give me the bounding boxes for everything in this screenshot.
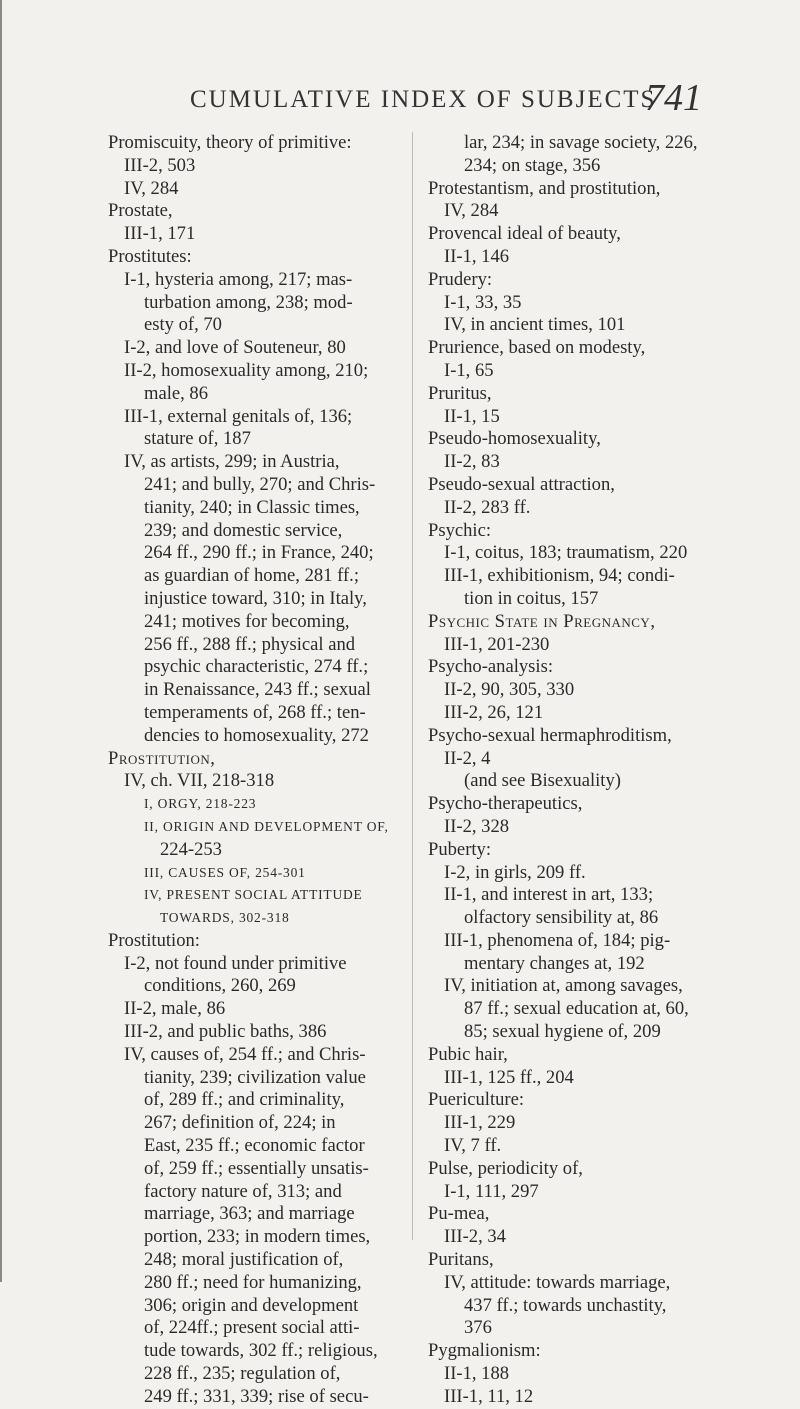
index-entry: of, 289 ff.; and criminality, bbox=[144, 1089, 345, 1111]
index-entry: III-1, 171 bbox=[124, 223, 196, 245]
page-header bbox=[160, 78, 720, 122]
index-entry: III-1, external genitals of, 136; bbox=[124, 405, 353, 427]
index-entry: IV, 284 bbox=[124, 177, 179, 199]
index-entry: I-2, and love of Souteneur, 80 bbox=[124, 337, 346, 359]
index-entry: tianity, 239; civilization value bbox=[144, 1066, 366, 1088]
index-entry: of, 259 ff.; essentially unsatis- bbox=[144, 1157, 369, 1179]
index-entry: III, CAUSES OF, 254-301 bbox=[144, 864, 306, 880]
index-entry: II-2, 328 bbox=[444, 815, 510, 837]
index-heading: Psychic State in Pregnancy, bbox=[428, 610, 656, 632]
index-entry: I-1, hysteria among, 217; mas- bbox=[124, 268, 353, 290]
index-entry: East, 235 ff.; economic factor bbox=[144, 1135, 365, 1157]
index-entry: portion, 233; in modern times, bbox=[144, 1226, 371, 1248]
index-heading: Prostitutes: bbox=[108, 245, 192, 267]
index-entry: dencies to homosexuality, 272 bbox=[144, 724, 369, 746]
index-entry: olfactory sensibility at, 86 bbox=[464, 907, 659, 929]
index-column-right bbox=[428, 132, 724, 1409]
index-entry: IV, 284 bbox=[444, 200, 499, 222]
index-entry: marriage, 363; and marriage bbox=[144, 1203, 355, 1225]
running-head-title: CUMULATIVE INDEX OF SUBJECTS bbox=[190, 86, 657, 113]
index-entry: 256 ff., 288 ff.; physical and bbox=[144, 633, 356, 655]
index-entry: 241; motives for becoming, bbox=[144, 610, 350, 632]
index-heading: Pubic hair, bbox=[428, 1043, 508, 1065]
index-entry: 234; on stage, 356 bbox=[464, 154, 601, 176]
index-entry: tion in coitus, 157 bbox=[464, 587, 599, 609]
index-entry: II-2, homosexuality among, 210; bbox=[124, 359, 369, 381]
index-entry: III-1, 201-230 bbox=[444, 633, 550, 655]
index-heading: Pruritus, bbox=[428, 382, 492, 404]
index-heading: Prostate, bbox=[108, 200, 173, 222]
page-edge-shadow bbox=[0, 0, 2, 1282]
index-entry: as guardian of home, 281 ff.; bbox=[144, 565, 359, 587]
index-entry: IV, in ancient times, 101 bbox=[444, 314, 626, 336]
index-entry: I-1, 111, 297 bbox=[444, 1180, 539, 1202]
index-entry: II-2, 90, 305, 330 bbox=[444, 679, 575, 701]
index-heading: Pseudo-sexual attraction, bbox=[428, 473, 615, 495]
index-entry: II, ORIGIN AND DEVELOPMENT OF, bbox=[144, 818, 389, 834]
index-entry: 241; and bully, 270; and Chris- bbox=[144, 473, 376, 495]
index-entry: injustice toward, 310; in Italy, bbox=[144, 587, 367, 609]
index-entry: I-2, in girls, 209 ff. bbox=[444, 861, 586, 883]
index-entry: III-1, 11, 12 bbox=[444, 1385, 534, 1407]
index-heading: Psycho-sexual hermaphroditism, bbox=[428, 724, 672, 746]
index-entry: I-1, 65 bbox=[444, 359, 494, 381]
index-entry: stature of, 187 bbox=[144, 428, 251, 450]
index-entry: 306; origin and development bbox=[144, 1294, 359, 1316]
index-heading: Pygmalionism: bbox=[428, 1340, 541, 1362]
index-heading: Prostitution: bbox=[108, 929, 200, 951]
index-entry: psychic characteristic, 274 ff.; bbox=[144, 656, 369, 678]
index-heading: Promiscuity, theory of primitive: bbox=[108, 132, 352, 153]
index-entry: II-2, 4 bbox=[444, 747, 491, 769]
index-entry: III-1, exhibitionism, 94; condi- bbox=[444, 565, 675, 587]
index-entry: III-1, 229 bbox=[444, 1112, 516, 1134]
index-entry: 228 ff., 235; regulation of, bbox=[144, 1363, 341, 1385]
index-entry: temperaments of, 268 ff.; ten- bbox=[144, 701, 366, 723]
index-entry: I-1, 33, 35 bbox=[444, 291, 522, 313]
index-heading: Provencal ideal of beauty, bbox=[428, 223, 621, 245]
index-entry: III-2, and public baths, 386 bbox=[124, 1021, 327, 1043]
index-entry: turbation among, 238; mod- bbox=[144, 291, 353, 313]
index-entry: 239; and domestic service, bbox=[144, 519, 343, 541]
index-heading: Protestantism, and prostitution, bbox=[428, 177, 661, 199]
index-heading: Prurience, based on modesty, bbox=[428, 337, 646, 359]
index-entry: II-1, 188 bbox=[444, 1363, 510, 1385]
index-entry: III-1, phenomena of, 184; pig- bbox=[444, 929, 671, 951]
index-entry: conditions, 260, 269 bbox=[144, 975, 296, 997]
index-entry: male, 86 bbox=[144, 382, 209, 404]
index-entry: III-1, 125 ff., 204 bbox=[444, 1066, 574, 1088]
index-entry: IV, causes of, 254 ff.; and Chris- bbox=[124, 1043, 366, 1065]
index-entry: 437 ff.; towards unchastity, bbox=[464, 1294, 667, 1316]
index-heading: Psycho-analysis: bbox=[428, 656, 553, 678]
index-entry: III-2, 34 bbox=[444, 1226, 506, 1248]
index-heading: Puritans, bbox=[428, 1249, 494, 1271]
index-entry: 249 ff.; 331, 339; rise of secu- bbox=[144, 1385, 369, 1407]
index-entry: factory nature of, 313; and bbox=[144, 1180, 342, 1202]
column-divider bbox=[412, 132, 413, 1240]
index-entry: 264 ff., 290 ff.; in France, 240; bbox=[144, 542, 374, 564]
index-entry: IV, as artists, 299; in Austria, bbox=[124, 451, 340, 473]
index-entry: II-2, male, 86 bbox=[124, 998, 226, 1020]
index-entry: 87 ff.; sexual education at, 60, bbox=[464, 998, 689, 1020]
index-heading: Prostitution, bbox=[108, 747, 216, 769]
index-entry: in Renaissance, 243 ff.; sexual bbox=[144, 679, 371, 701]
index-entry: tude towards, 302 ff.; religious, bbox=[144, 1340, 378, 1362]
index-entry: 85; sexual hygiene of, 209 bbox=[464, 1021, 661, 1043]
index-entry: I, ORGY, 218-223 bbox=[144, 796, 257, 812]
index-heading: Pseudo-homosexuality, bbox=[428, 428, 601, 450]
index-entry: III-2, 503 bbox=[124, 154, 196, 176]
index-entry: 376 bbox=[464, 1317, 492, 1339]
index-entry: 248; moral justification of, bbox=[144, 1249, 344, 1271]
index-entry: 224-253 bbox=[160, 838, 222, 860]
index-entry: II-1, and interest in art, 133; bbox=[444, 884, 654, 906]
index-heading: Puberty: bbox=[428, 838, 492, 860]
index-entry: IV, ch. VII, 218-318 bbox=[124, 770, 275, 792]
index-entry: of, 224ff.; present social atti- bbox=[144, 1317, 360, 1339]
index-entry: TOWARDS, 302-318 bbox=[160, 910, 290, 926]
index-entry: 267; definition of, 224; in bbox=[144, 1112, 336, 1134]
index-heading: Prudery: bbox=[428, 268, 493, 290]
index-entry: IV, initiation at, among savages, bbox=[444, 975, 683, 997]
index-entry: II-2, 283 ff. bbox=[444, 496, 531, 518]
index-entry: 280 ff.; need for humanizing, bbox=[144, 1271, 362, 1293]
index-heading: Psycho-therapeutics, bbox=[428, 793, 583, 815]
index-entry: II-1, 15 bbox=[444, 405, 500, 427]
index-entry: III-2, 26, 121 bbox=[444, 701, 544, 723]
index-entry: IV, 7 ff. bbox=[444, 1135, 502, 1157]
index-entry: IV, PRESENT SOCIAL ATTITUDE bbox=[144, 887, 363, 903]
index-heading: Pulse, periodicity of, bbox=[428, 1157, 583, 1179]
index-entry: mentary changes at, 192 bbox=[464, 952, 645, 974]
index-entry: I-1, coitus, 183; traumatism, 220 bbox=[444, 542, 688, 564]
index-heading: Psychic: bbox=[428, 519, 492, 541]
index-column-left bbox=[108, 132, 406, 1409]
index-entry: esty of, 70 bbox=[144, 314, 222, 336]
index-entry: II-2, 83 bbox=[444, 451, 500, 473]
index-entry: I-2, not found under primitive bbox=[124, 952, 347, 974]
index-entry: IV, attitude: towards marriage, bbox=[444, 1271, 671, 1293]
index-entry: tianity, 240; in Classic times, bbox=[144, 496, 360, 518]
page-number: 741 bbox=[645, 77, 702, 119]
index-heading: Pu-mea, bbox=[428, 1203, 490, 1225]
index-entry: lar, 234; in savage society, 226, bbox=[464, 132, 698, 153]
index-entry: II-1, 146 bbox=[444, 245, 510, 267]
index-entry: (and see Bisexuality) bbox=[464, 770, 621, 792]
index-heading: Puericulture: bbox=[428, 1089, 525, 1111]
